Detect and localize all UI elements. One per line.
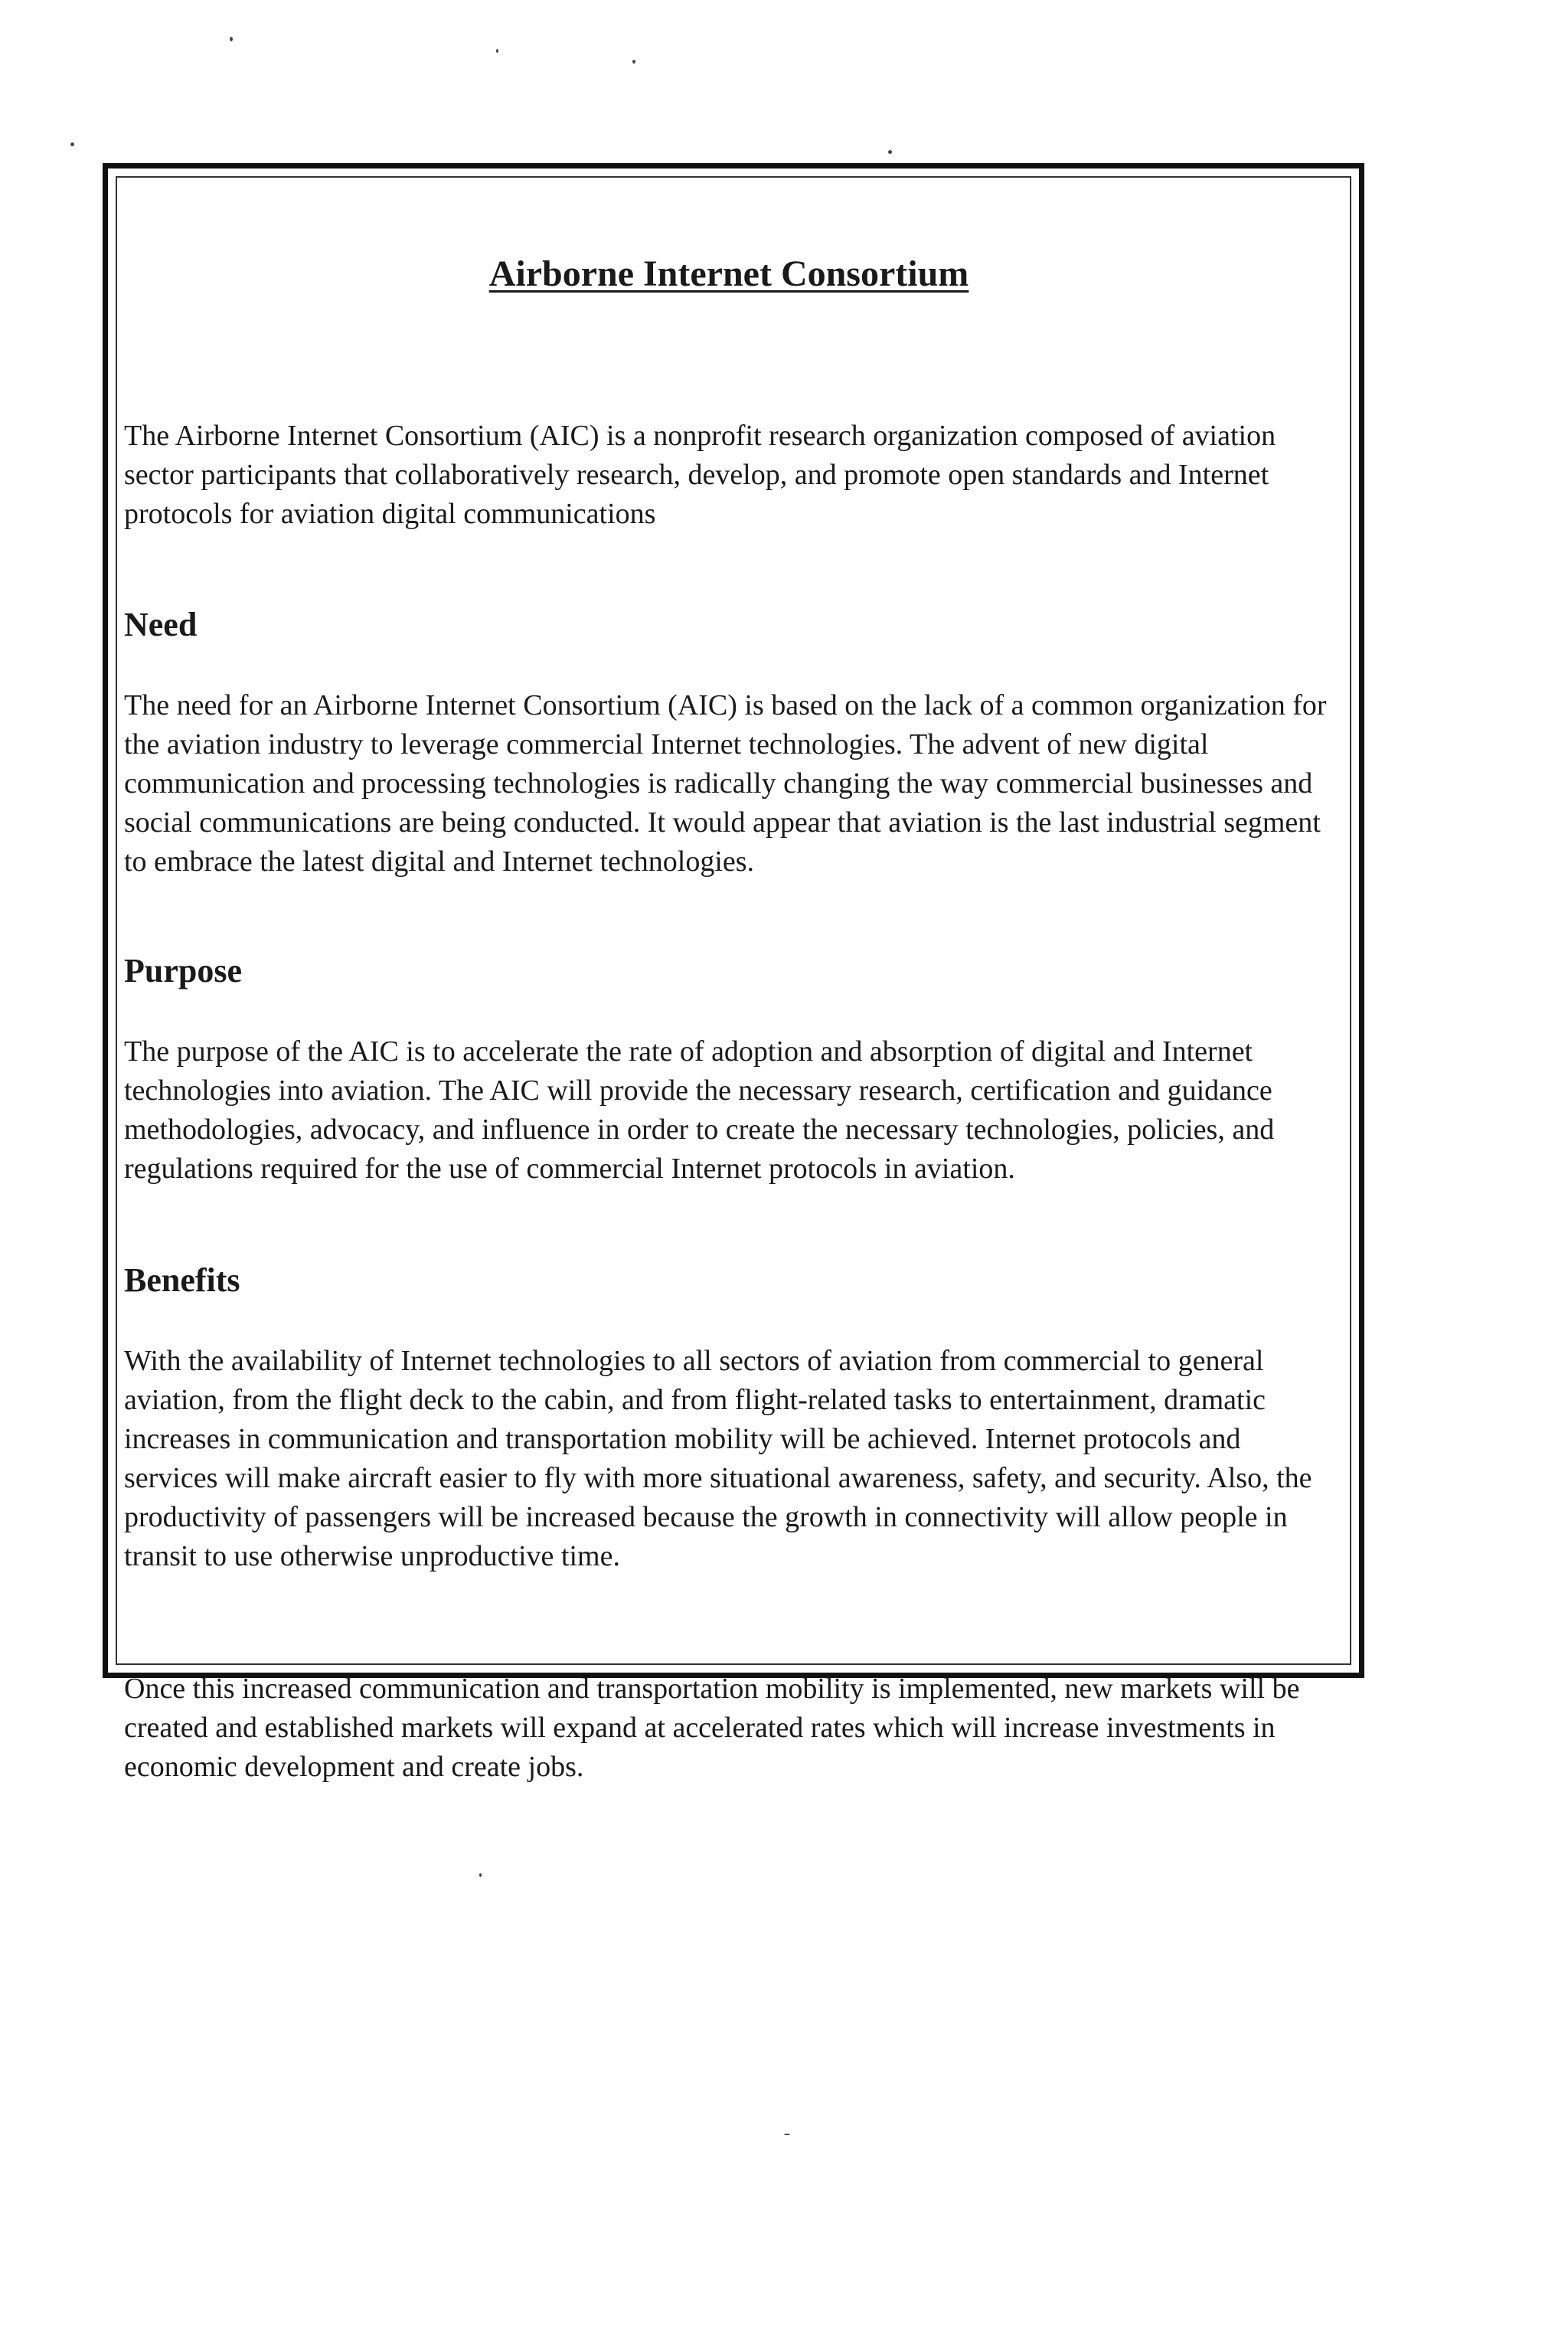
- scan-speck: [230, 37, 233, 41]
- scan-speck: [632, 60, 635, 64]
- purpose-paragraph: The purpose of the AIC is to accelerate the rate of adoption and absorption of digital and Internet technologies into aviation. The AIC will provide the necessary research, certification and guidance methodologies, advocacy, and influence in order to create the necessary technologies, policies, and regulations required for the use of commercial Internet protocols in aviation.: [124, 1035, 1275, 1185]
- document-title: Airborne Internet Consortium: [488, 253, 969, 294]
- scan-speck: [784, 2134, 790, 2135]
- section-heading-purpose: Purpose: [124, 952, 242, 989]
- section-heading-need: Need: [124, 606, 198, 643]
- scan-speck: [496, 49, 498, 53]
- need-paragraph: The need for an Airborne Internet Consortium (AIC) is based on the lack of a common organization for the aviation industry to leverage commercial Internet technologies. The advent of new digital communication and processing technologies is radically changing the way commercial businesses and social communications are being conducted. It would appear that aviation is the last industrial segment to embrace the latest digital and Internet technologies.: [124, 689, 1327, 878]
- benefits-paragraph-1: With the availability of Internet technologies to all sectors of aviation from commercial to general aviation, from the flight deck to the cabin, and from flight-related tasks to entertainment, dramatic increases in communication and transportation mobility will be achieved. Internet protocols and services will make aircraft easier to fly with more situational awareness, safety, and security. Also, the productivity of passengers will be increased because the growth in connectivity will allow people in transit to use otherwise unproductive time.: [124, 1345, 1312, 1572]
- intro-paragraph: The Airborne Internet Consortium (AIC) is a nonprofit research organization composed of aviation sector participants that collaboratively research, develop, and promote open standards and Internet protocols for aviation digital communications: [124, 420, 1276, 530]
- benefits-paragraph-2: Once this increased communication and transportation mobility is implemented, new markets will be created and established markets will expand at accelerated rates which will increase investments in economic development and create jobs.: [124, 1673, 1300, 1783]
- scan-speck: [70, 142, 74, 146]
- section-heading-benefits: Benefits: [124, 1261, 240, 1299]
- scan-speck: [479, 1873, 482, 1877]
- scan-speck: [888, 150, 892, 154]
